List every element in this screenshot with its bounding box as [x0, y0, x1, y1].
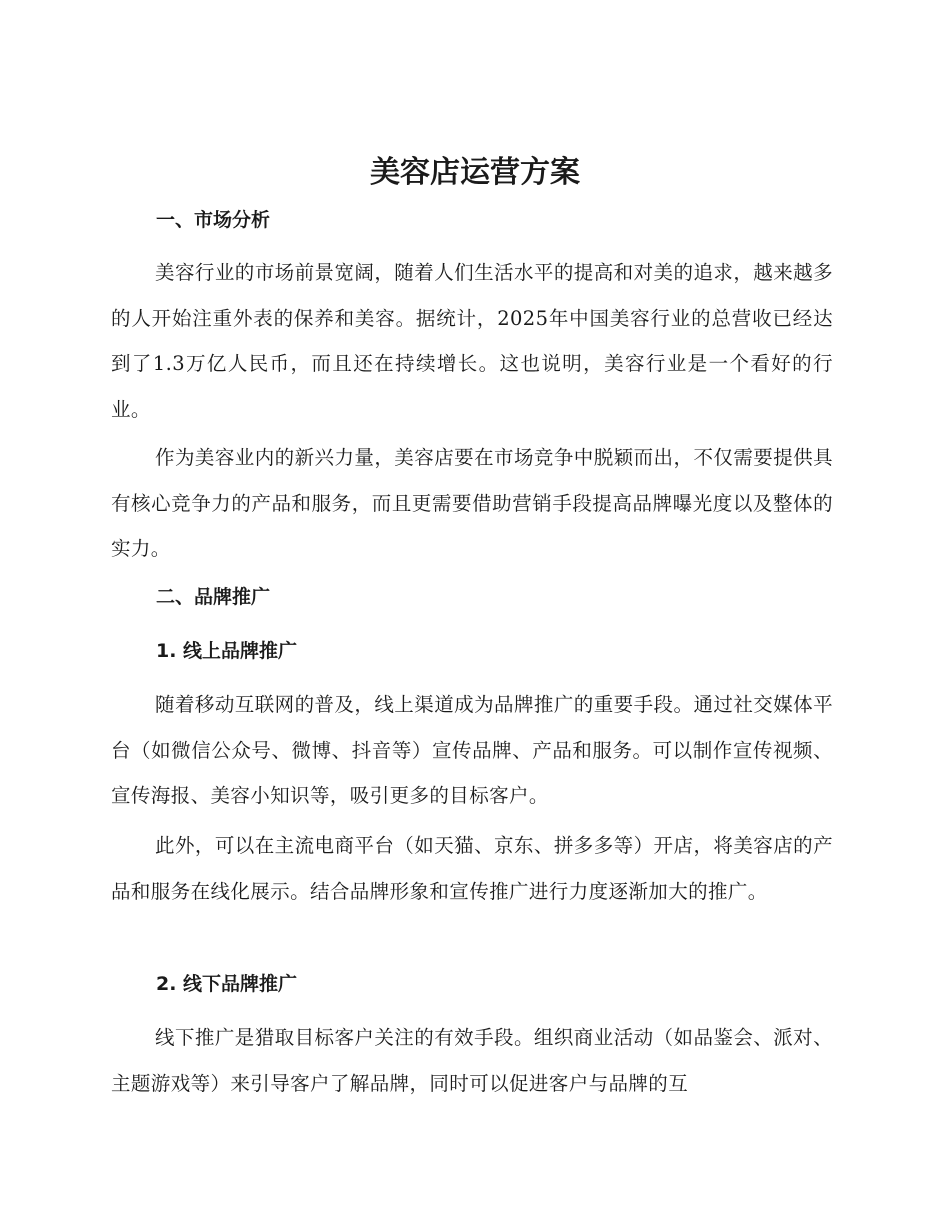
paragraph-offline-events: 线下推广是猎取目标客户关注的有效手段。组织商业活动（如品鉴会、派对、主题游戏等）来引导客户了解品牌，同时可以促进客户与品牌的互 [111, 1026, 833, 1095]
page-title: 美容店运营方案 [370, 155, 580, 190]
paragraph-competition: 作为美容业内的新兴力量，美容店要在市场竞争中脱颖而出，不仅需要提供具有核心竞争力的产品和服务，而且更需要借助营销手段提高品牌曝光度以及整体的实力。 [111, 446, 833, 560]
paragraph-online-social-media: 随着移动互联网的普及，线上渠道成为品牌推广的重要手段。通过社交媒体平台（如微信公众号、微博、抖音等）宣传品牌、产品和服务。可以制作宣传视频、宣传海报、美容小知识等，吸引更多的目标客户。 [111, 693, 833, 807]
subsection-heading-online-promotion: 1. 线上品牌推广 [156, 640, 298, 662]
subsection-heading-offline-promotion: 2. 线下品牌推广 [156, 973, 298, 995]
section-heading-brand-promotion: 二、品牌推广 [156, 586, 271, 608]
paragraph-online-ecommerce: 此外，可以在主流电商平台（如天猫、京东、拼多多等）开店，将美容店的产品和服务在线化展示。结合品牌形象和宣传推广进行力度逐渐加大的推广。 [111, 834, 833, 903]
section-heading-market-analysis: 一、市场分析 [156, 209, 271, 231]
paragraph-market-outlook: 美容行业的市场前景宽阔，随着人们生活水平的提高和对美的追求，越来越多的人开始注重外表的保养和美容。据统计，2025年中国美容行业的总营收已经达到了1.3万亿人民币，而且还在持续增长。这也说明，美容行业是一个看好的行业。 [111, 261, 833, 421]
